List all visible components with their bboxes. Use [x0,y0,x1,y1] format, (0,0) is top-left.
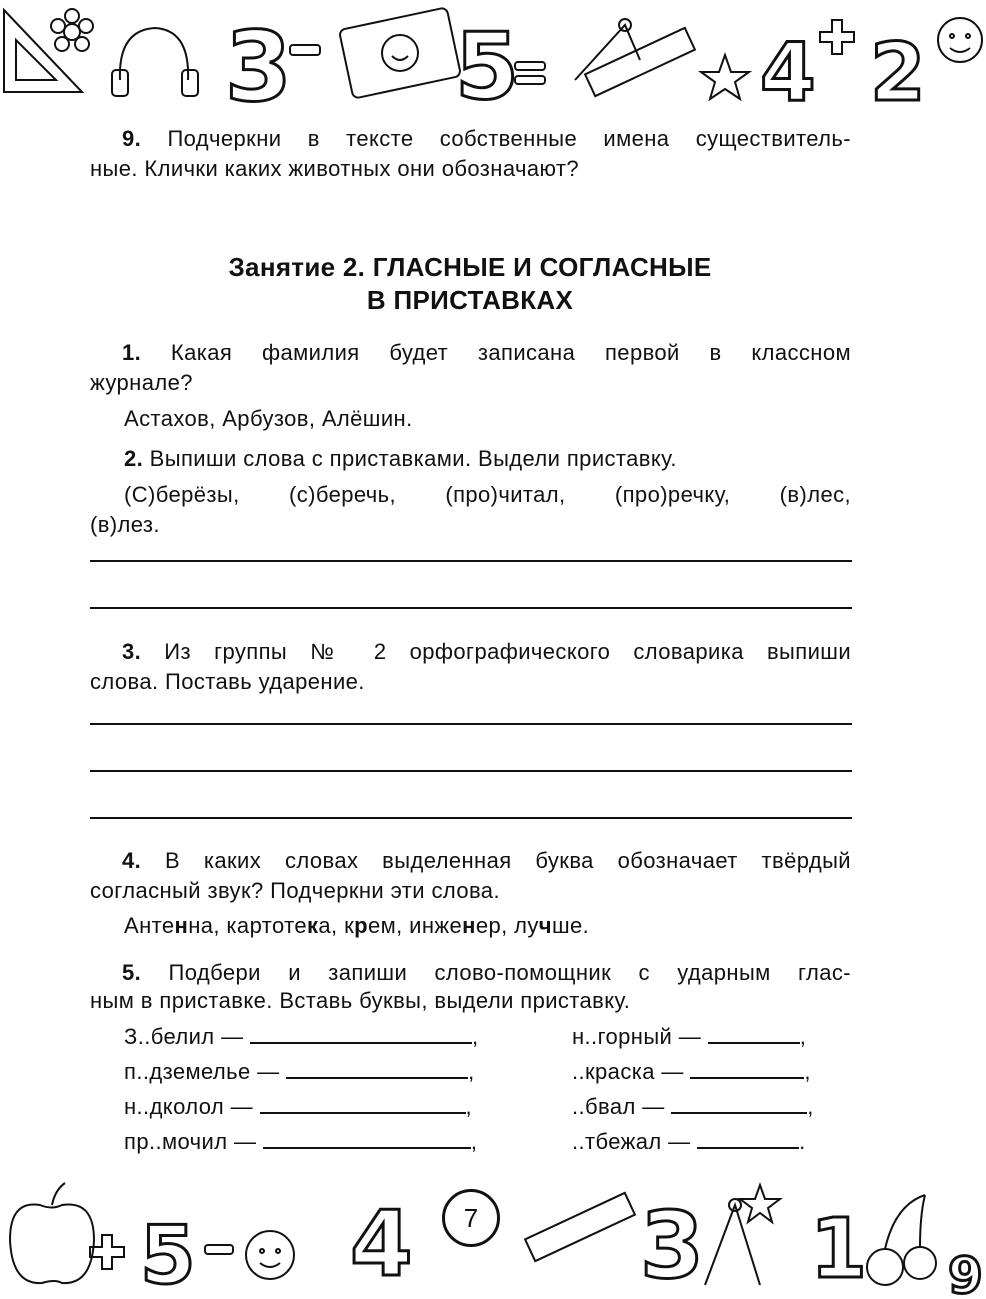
word-part: ер, [475,913,515,938]
punctuation: , [804,1059,811,1084]
smiley-face-icon [938,18,982,62]
word-part: на, [188,913,227,938]
exercise-word: н..горный [572,1024,673,1049]
highlighted-letter: ч [538,913,552,938]
task-9-line-2: ные. Клички каких животных они обозначают? [90,156,579,181]
star-icon [701,55,749,99]
answer-blank[interactable] [697,1129,799,1149]
svg-text:9: 9 [948,1247,983,1299]
exercise-word: ..бвал [572,1094,636,1119]
exercise-word: п..дземелье [124,1059,251,1084]
task-1-line-1 [122,338,851,368]
punctuation: , [807,1094,814,1119]
task-5-line-2: ным в приставке. Вставь буквы, выдели приставку. [90,988,631,1013]
digit-one-doodle [810,1202,867,1297]
plus-sign-doodle [90,1235,124,1269]
money-bill-icon [339,7,461,98]
word-part: лу [514,913,539,938]
equals-sign-doodle [515,62,545,84]
svg-text:3: 3 [225,11,292,110]
apple-icon [10,1183,94,1283]
dash: — [257,1059,280,1084]
answer-line[interactable] [90,817,852,819]
svg-text:5: 5 [455,13,520,110]
ruler-icon [525,1193,635,1261]
task-number: 1. [122,340,142,365]
punctuation: . [799,1129,806,1154]
task-5-line-1 [122,958,851,988]
task-text: Из группы № 2 орфографического словарика выпиши [164,639,852,664]
ruler-icon [585,28,695,96]
exercise-row [572,1057,811,1087]
task-text: Подбери и запиши слово-помощник с ударным глас- [168,960,851,985]
task-3-line-2: слова. Поставь ударение. [90,669,365,694]
word-part: картоте [226,913,307,938]
plus-sign-doodle [820,20,854,54]
task-2-words-line-1: (С)берёзы, (с)беречь, (про)читал, (про)речку, (в)лес, [124,482,851,507]
task-4-words [124,911,852,941]
highlighted-letter: р [354,913,368,938]
digit-four-doodle [350,1192,413,1297]
task-4-line-2: согласный звук? Подчеркни эти слова. [90,878,500,903]
exercise-row [124,1127,477,1157]
task-text: Какая фамилия будет записана первой в классном [170,340,851,365]
cherry-icon [867,1195,936,1285]
word-part: Анте [124,913,175,938]
task-number: 5. [122,960,142,985]
exercise-row [124,1092,472,1122]
digit-two-doodle [870,26,926,110]
answer-line[interactable] [90,560,852,562]
exercise-word: З..белил [124,1024,215,1049]
answer-line[interactable] [90,607,852,609]
minus-sign-doodle [205,1245,233,1254]
smiley-face-icon [246,1231,294,1279]
task-number: 9. [122,126,142,151]
answer-blank[interactable] [690,1059,804,1079]
top-doodle-border [0,0,986,110]
exercise-word: ..тбежал [572,1129,662,1154]
flower-icon [51,9,93,51]
task-1-words: Астахов, Арбузов, Алёшин. [124,406,413,431]
word-part: а, [318,913,345,938]
highlighted-letter: н [462,913,476,938]
word-part: инже [409,913,463,938]
task-text: Подчеркни в тексте собственные имена существитель- [167,126,851,151]
exercise-word: ..краска [572,1059,655,1084]
digit-nine-doodle [948,1247,983,1299]
punctuation: , [799,1024,807,1049]
exercise-row [572,1127,806,1157]
answer-blank[interactable] [263,1129,471,1149]
svg-text:5: 5 [140,1209,196,1299]
task-3-line-1 [122,637,851,667]
svg-text:4: 4 [350,1192,413,1297]
task-1-line-2: журнале? [90,370,193,395]
lesson-title-line-2: В ПРИСТАВКАХ [366,285,574,315]
digit-five-doodle [140,1209,196,1299]
punctuation: , [468,1059,475,1084]
compass-icon [575,19,640,80]
answer-line[interactable] [90,770,852,772]
answer-line[interactable] [90,723,852,725]
answer-blank[interactable] [250,1024,472,1044]
dash: — [642,1094,665,1119]
task-number: 2. [124,446,144,471]
task-4-line-1 [122,846,851,876]
digit-three-doodle [225,11,292,110]
dash: — [233,1129,257,1154]
dash: — [230,1094,254,1119]
exercise-row [124,1057,475,1087]
digit-four-doodle [760,26,816,110]
task-text: В каких словах выделенная буква обозначает твёрдый [164,848,851,873]
digit-three-doodle [640,1192,704,1299]
dash: — [668,1129,691,1154]
answer-blank[interactable] [286,1059,468,1079]
task-9-line-1 [122,124,851,154]
exercise-row [572,1022,806,1052]
exercise-row [124,1022,479,1052]
exercise-word: н..дколол [124,1094,225,1119]
exercise-word: пр..мочил [124,1129,228,1154]
task-2-words-line-2: (в)лез. [90,512,160,537]
word-part: ше. [551,913,590,938]
answer-blank[interactable] [671,1094,807,1114]
punctuation: , [470,1129,478,1154]
word-part: ем, [367,913,410,938]
highlighted-letter: к [306,913,319,938]
digit-five-doodle [455,13,519,110]
dash: — [221,1024,244,1049]
task-text: Выпиши слова с приставками. Выдели приставку. [149,446,677,471]
minus-sign-doodle [290,45,320,55]
svg-text:2: 2 [870,26,926,110]
punctuation: , [465,1094,473,1119]
svg-text:4: 4 [760,26,816,110]
answer-blank[interactable] [708,1024,800,1044]
dash: — [661,1059,684,1084]
headphones-icon [112,28,198,96]
lesson-title-line-1: Занятие 2. ГЛАСНЫЕ И СОГЛАСНЫЕ [228,252,712,282]
exercise-row [572,1092,814,1122]
page-number: 7 [442,1189,500,1247]
star-icon [740,1185,780,1222]
task-number: 3. [122,639,142,664]
word-part: к [344,913,355,938]
answer-blank[interactable] [260,1094,466,1114]
svg-text:1: 1 [810,1202,868,1297]
task-2-line-1 [124,444,852,474]
dash: — [678,1024,702,1049]
punctuation: , [471,1024,479,1049]
task-number: 4. [122,848,142,873]
svg-text:3: 3 [640,1192,705,1299]
highlighted-letter: н [174,913,189,938]
